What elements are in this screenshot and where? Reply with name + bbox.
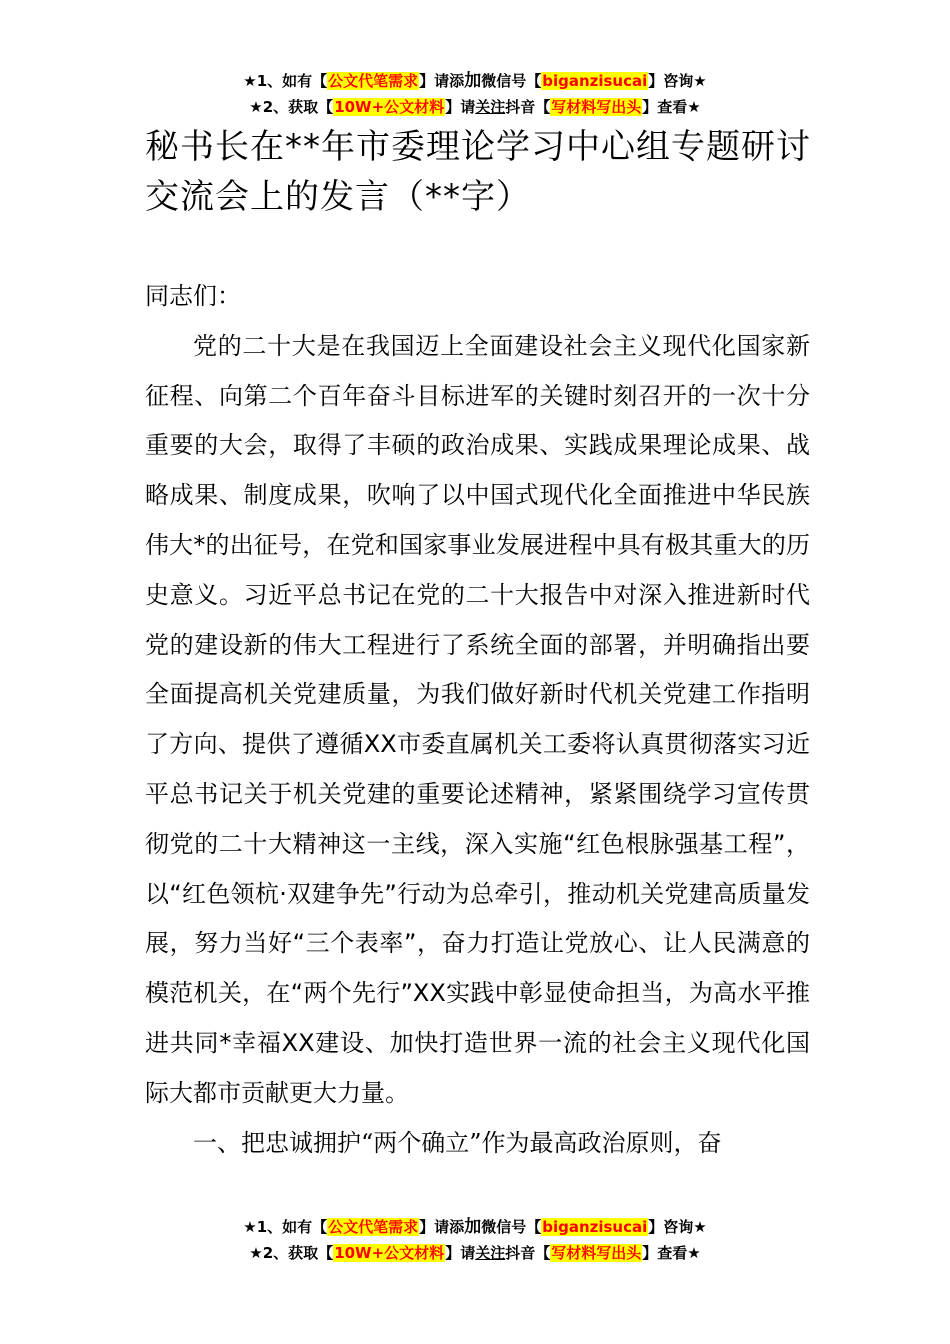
promo-highlight: 写材料写出头	[551, 98, 642, 116]
promo-text: 微信号【	[481, 72, 542, 90]
document-title: 秘书长在**年市委理论学习中心组专题研讨交流会上的发言（**字）	[145, 127, 811, 217]
promo-line-1	[0, 1214, 950, 1240]
body-paragraph: 党的二十大是在我国迈上全面建设社会主义现代化国家新征程、向第二个百年奋斗目标进军的关键时刻召开的一次十分重要的大会，取得了丰硕的政治成果、实践成果理论成果、战略成果、制度成果，吹响了以中国式现代化全面推进中华民族伟大*的出征号，在党和国家事业发展进程中具有极其重大的历史意义。习近平总书记在党的二十大报告中对深入推进新时代党的建设新的伟大工程进行了系统全面的部署，并明确指出要全面提高机关党建质量，为我们做好新时代机关党建工作指明了方向、提供了遵循XX市委直属机关工委将认真贯彻落实习近平总书记关于机关党建的重要论述精神，紧紧围绕学习宣传贯彻党的二十大精神这一主线，深入实施“红色根脉强基工程”，以“红色领杭·双建争先”行动为总牵引，推动机关党建高质量发展，努力当好“三个表率”，奋力打造让党放心、让人民满意的模范机关，在“两个先行”XX实践中彰显使命担当，为高水平推进共同*幸福XX建设、加快打造世界一流的社会主义现代化国际大都市贡献更大力量。	[145, 331, 810, 1107]
document-body	[145, 272, 810, 1168]
promo-text: ★1、如有【	[243, 1218, 328, 1236]
promo-banner-top	[0, 68, 950, 120]
promo-highlight: biganzisucai	[542, 1218, 648, 1236]
promo-highlight: 10W+公文材料	[334, 98, 445, 116]
promo-highlight: 公文代笔需求	[328, 1218, 419, 1236]
promo-text: 关注	[475, 98, 506, 116]
promo-text: 加	[464, 1217, 482, 1237]
promo-text: 】请	[445, 1244, 476, 1262]
promo-highlight: 公文代笔需求	[328, 72, 419, 90]
promo-text: 】查看★	[642, 98, 701, 116]
section-heading: 一、把忠诚拥护“两个确立”作为最高政治原则，奋	[193, 1128, 722, 1157]
promo-highlight: biganzisucai	[542, 72, 648, 90]
promo-text: 】查看★	[642, 1244, 701, 1262]
promo-highlight: 写材料写出头	[551, 1244, 642, 1262]
promo-text: 关注	[475, 1244, 506, 1262]
promo-text: 】请	[445, 98, 476, 116]
promo-text: ★1、如有【	[243, 72, 328, 90]
promo-text: 】请添	[419, 72, 465, 90]
promo-text: 】咨询★	[648, 1218, 707, 1236]
promo-text: 】咨询★	[648, 72, 707, 90]
promo-text: 加	[464, 71, 482, 91]
promo-line-2	[0, 1240, 950, 1266]
promo-banner-bottom	[0, 1214, 950, 1266]
promo-text: ★2、获取【	[249, 98, 334, 116]
promo-text: 微信号【	[481, 1218, 542, 1236]
promo-line-1	[0, 68, 950, 94]
promo-line-2	[0, 94, 950, 120]
promo-highlight: 10W+公文材料	[334, 1244, 445, 1262]
promo-text: 】请添	[419, 1218, 465, 1236]
salutation: 同志们：	[145, 282, 241, 310]
promo-text: ★2、获取【	[249, 1244, 334, 1262]
promo-text: 抖音【	[505, 98, 551, 116]
promo-text: 抖音【	[505, 1244, 551, 1262]
